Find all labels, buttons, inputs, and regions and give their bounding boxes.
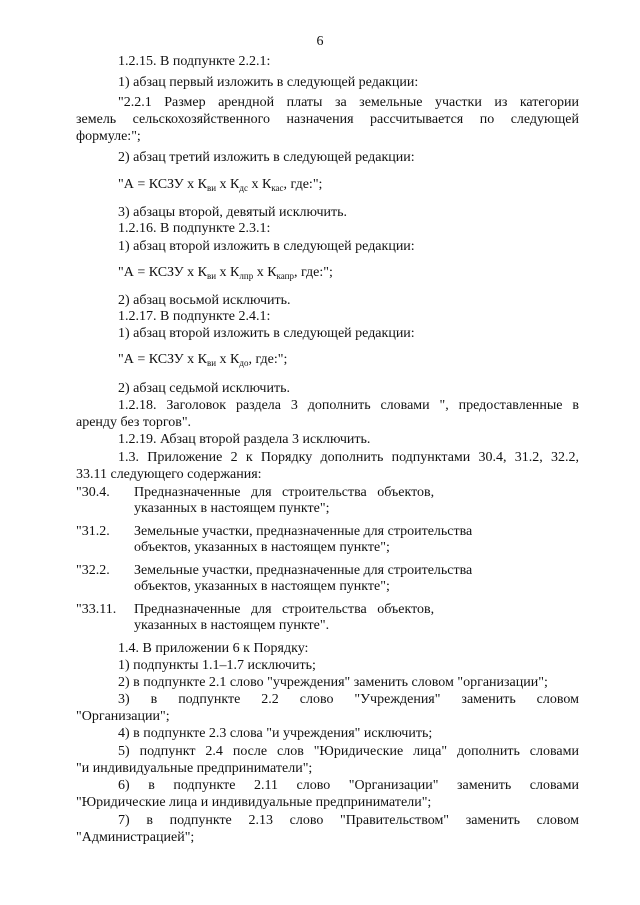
text-line: 2) в подпункте 2.1 слово "учреждения" заменить словом "организации"; — [118, 675, 548, 690]
text-line: "и индивидуальные предприниматели"; — [76, 761, 313, 776]
text-line: 7) в подпункте 2.13 слово "Правительством" заменить словом — [118, 813, 579, 828]
text-line: "Администрацией"; — [76, 830, 195, 845]
list-item-number: "30.4. — [76, 485, 110, 500]
page-number: 6 — [316, 34, 324, 49]
text-line: "Юридические лица и индивидуальные предприниматели"; — [76, 795, 432, 810]
text-line: 1.4. В приложении 6 к Порядку: — [118, 641, 309, 656]
text-line: 6) в подпункте 2.11 слово "Организации" заменить словами — [118, 778, 579, 793]
list-item-text: указанных в настоящем пункте". — [134, 618, 330, 633]
text-line: 4) в подпункте 2.3 слова "и учреждения" исключить; — [118, 726, 433, 741]
text-line: 2) абзац третий изложить в следующей редакции: — [118, 150, 415, 165]
text-line: 5) подпункт 2.4 после слов "Юридические лица" дополнить словами — [118, 744, 579, 759]
text-line: аренду без торгов". — [76, 415, 192, 430]
formula: "А = КСЗУ x $К_{ви}$ x $К_{лпр}$ x $К_{капр}$, где:"; — [118, 265, 333, 281]
formula: "А = КСЗУ x $К_{ви}$ x $К_{до}$, где:"; — [118, 352, 288, 368]
text-line: земель сельскохозяйственного назначения рассчитывается по следующей — [76, 112, 579, 127]
formula: "А = КСЗУ x $К_{ви}$ x $К_{дс}$ x $К_{кас}$, где:"; — [118, 177, 323, 193]
text-line: 1.2.19. Абзац второй раздела 3 исключить. — [118, 432, 371, 447]
text-line: 3) абзацы второй, девятый исключить. — [118, 205, 348, 220]
text-line: 1.3. Приложение 2 к Порядку дополнить подпунктами 30.4, 31.2, 32.2, — [118, 450, 579, 465]
list-item-number: "32.2. — [76, 563, 110, 578]
text-line: 1) абзац первый изложить в следующей редакции: — [118, 75, 419, 90]
text-line: 1) абзац второй изложить в следующей редакции: — [118, 239, 415, 254]
list-item-text: указанных в настоящем пункте"; — [134, 501, 330, 516]
text-line: "Организации"; — [76, 709, 170, 724]
list-item-text: Предназначенные для строительства объектов, — [134, 602, 435, 617]
text-line: 2) абзац восьмой исключить. — [118, 293, 291, 308]
list-item-text: Предназначенные для строительства объектов, — [134, 485, 435, 500]
list-item-text: Земельные участки, предназначенные для строительства — [134, 524, 473, 539]
text-line: 33.11 следующего содержания: — [76, 467, 262, 482]
text-line: 1.2.15. В подпункте 2.2.1: — [118, 54, 271, 69]
list-item-number: "33.11. — [76, 602, 117, 617]
text-line: "2.2.1 Размер арендной платы за земельные участки из категории — [118, 95, 579, 110]
text-line: 1) подпункты 1.1–1.7 исключить; — [118, 658, 316, 673]
text-line: 1.2.16. В подпункте 2.3.1: — [118, 221, 271, 236]
text-line: 3) в подпункте 2.2 слово "Учреждения" заменить словом — [118, 692, 579, 707]
text-line: 1.2.18. Заголовок раздела 3 дополнить словами ", предоставленные в — [118, 398, 579, 413]
text-line: 1) абзац второй изложить в следующей редакции: — [118, 326, 415, 341]
list-item-text: Земельные участки, предназначенные для строительства — [134, 563, 473, 578]
text-line: 2) абзац седьмой исключить. — [118, 381, 290, 396]
text-line: 1.2.17. В подпункте 2.4.1: — [118, 309, 271, 324]
list-item-text: объектов, указанных в настоящем пункте"; — [134, 540, 390, 555]
text-line: формуле:"; — [76, 129, 141, 144]
list-item-number: "31.2. — [76, 524, 110, 539]
list-item-text: объектов, указанных в настоящем пункте"; — [134, 579, 390, 594]
